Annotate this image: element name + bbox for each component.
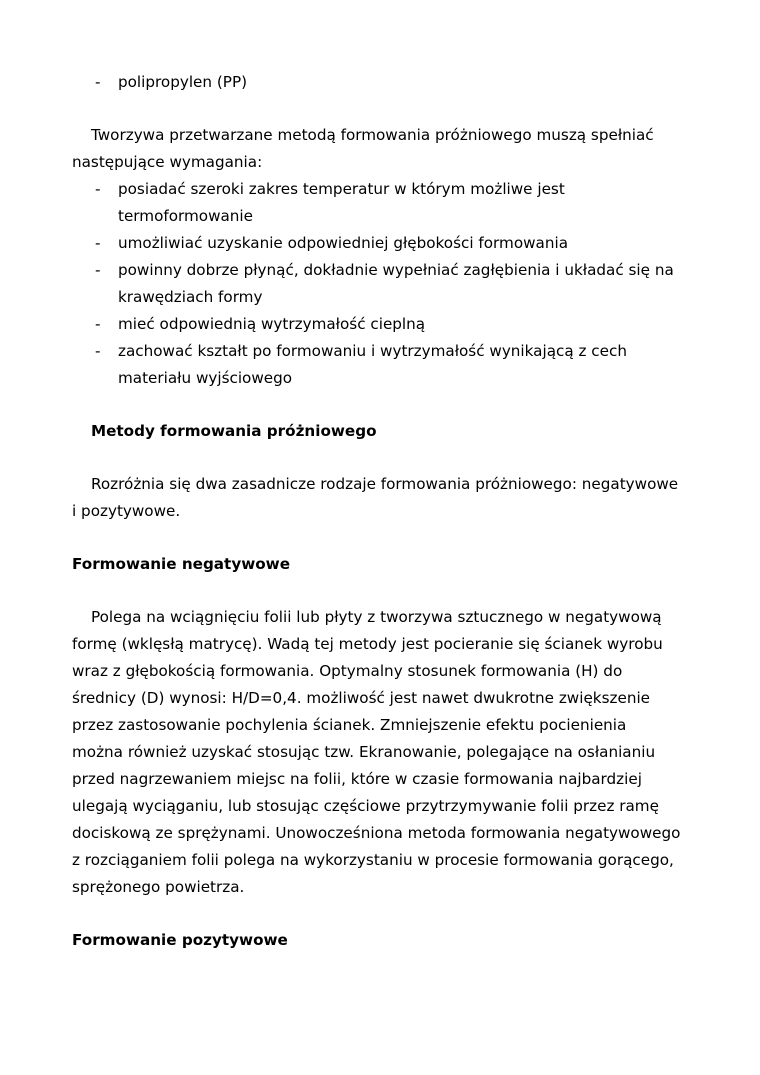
list-item-continuation: termoformowanie [118,207,253,225]
section-heading: Formowanie pozytywowe [72,931,288,949]
bullet-dash: - [95,261,101,279]
section-heading: Formowanie negatywowe [72,555,291,573]
bullet-dash: - [95,342,101,360]
paragraph-line: z rozciąganiem folii polega na wykorzystaniu w procesie formowania gorącego, [72,851,674,869]
list-item-continuation: krawędziach formy [118,288,263,306]
paragraph-line: i pozytywowe. [72,502,181,520]
list-item-text: powinny dobrze płynąć, dokładnie wypełniać zagłębienia i układać się na [118,261,674,279]
bullet-dash: - [95,73,101,91]
list-item-text: posiadać szeroki zakres temperatur w którym możliwe jest [118,180,565,198]
paragraph-line: Polega na wciągnięciu folii lub płyty z tworzywa sztucznego w negatywową [91,608,662,626]
list-item-continuation: materiału wyjściowego [118,369,293,387]
bullet-dash: - [95,315,101,333]
bullet-dash: - [95,234,101,252]
paragraph-line: przed nagrzewaniem miejsc na folii, które w czasie formowania najbardziej [72,770,642,788]
paragraph-line: przez zastosowanie pochylenia ścianek. Zmniejszenie efektu pocienienia [72,716,627,734]
paragraph-line: sprężonego powietrza. [72,878,245,896]
paragraph-line: można również uzyskać stosując tzw. Ekranowanie, polegające na osłanianiu [72,743,656,761]
paragraph-line: formę (wklęsłą matrycę). Wadą tej metody jest pocieranie się ścianek wyrobu [72,635,663,653]
paragraph-line: wraz z głębokością formowania. Optymalny stosunek formowania (H) do [72,662,623,680]
section-heading: Metody formowania próżniowego [91,422,377,440]
list-item-text: polipropylen (PP) [118,73,248,91]
paragraph-line: dociskową ze sprężynami. Unowocześniona metoda formowania negatywowego [72,824,681,842]
list-item-text: zachować kształt po formowaniu i wytrzymałość wynikającą z cech [118,342,627,360]
paragraph-line: Rozróżnia się dwa zasadnicze rodzaje formowania próżniowego: negatywowe [91,475,679,493]
paragraph-line: średnicy (D) wynosi: H/D=0,4. możliwość jest nawet dwukrotne zwiększenie [72,689,651,707]
bullet-dash: - [95,180,101,198]
list-item-text: mieć odpowiednią wytrzymałość cieplną [118,315,426,333]
list-item-text: umożliwiać uzyskanie odpowiedniej głębokości formowania [118,234,568,252]
requirements-intro-line: Tworzywa przetwarzane metodą formowania próżniowego muszą spełniać [91,126,654,144]
requirements-intro-line: następujące wymagania: [72,153,263,171]
paragraph-line: ulegają wyciąganiu, lub stosując częściowe przytrzymywanie folii przez ramę [72,797,659,815]
